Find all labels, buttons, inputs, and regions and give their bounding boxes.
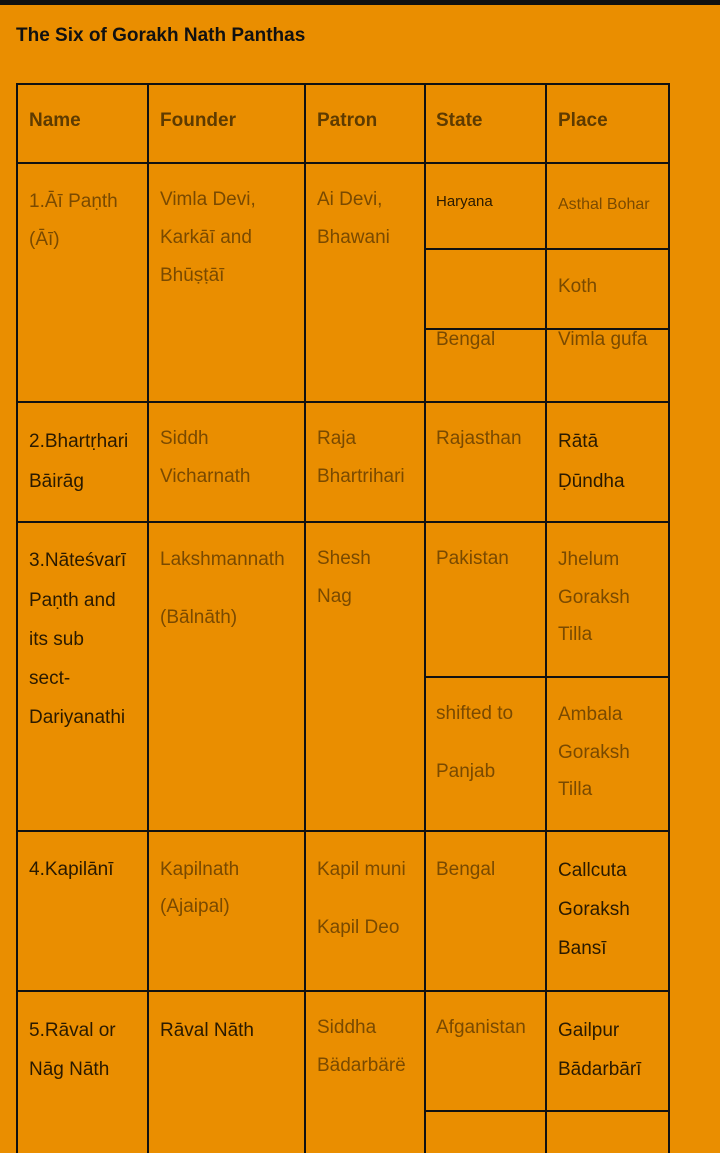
patron-cell: Bhawani <box>317 227 390 248</box>
table-border <box>424 676 670 678</box>
place-cell: Bansī <box>558 938 607 959</box>
name-cell: Paṇth and <box>29 590 116 611</box>
founder-cell: Karkāī and <box>160 227 252 248</box>
patron-cell: Bhartrihari <box>317 466 405 487</box>
state-cell: Haryana <box>436 193 493 210</box>
founder-cell: Lakshmannath <box>160 549 285 570</box>
name-cell: sect- <box>29 668 71 689</box>
state-cell: Rajasthan <box>436 428 522 449</box>
table-border <box>147 83 149 1153</box>
name-cell: Bāirāg <box>29 471 84 492</box>
state-cell: Bengal <box>436 859 496 880</box>
header-patron: Patron <box>317 110 378 131</box>
name-cell: (Āī) <box>29 229 60 250</box>
table-border <box>424 1110 670 1112</box>
patron-cell: Nag <box>317 586 352 607</box>
place-cell: Rātā <box>558 431 599 452</box>
table-border <box>424 248 670 250</box>
table-border <box>668 83 670 1153</box>
state-cell: Afganistan <box>436 1017 526 1038</box>
founder-cell: (Bālnāth) <box>160 607 238 628</box>
header-place: Place <box>558 110 608 131</box>
founder-cell: Rāval Nāth <box>160 1020 254 1041</box>
panthas-table <box>16 83 670 1153</box>
place-cell: Ḍūndha <box>558 471 625 492</box>
state-cell: shifted to <box>436 703 514 724</box>
table-border <box>16 83 670 85</box>
place-cell: Ambala <box>558 704 623 725</box>
name-cell: 4.Kapilānī <box>29 859 114 880</box>
place-cell: Gailpur <box>558 1020 620 1041</box>
name-cell: Dariyanathi <box>29 707 126 728</box>
founder-cell: Vimla Devi, <box>160 189 256 210</box>
place-cell: Asthal Bohar <box>558 196 650 213</box>
table-border <box>16 830 670 832</box>
founder-cell: Vicharnath <box>160 466 251 487</box>
table-border <box>16 521 670 523</box>
table-border <box>16 83 18 1153</box>
place-cell: Vimla gufa <box>558 329 648 350</box>
name-cell: its sub <box>29 629 84 650</box>
header-state: State <box>436 110 483 131</box>
place-cell: Goraksh <box>558 587 630 608</box>
header-founder: Founder <box>160 110 236 131</box>
page-title: The Six of Gorakh Nath Panthas <box>16 25 306 46</box>
name-cell: 1.Āī Paṇth <box>29 191 118 212</box>
place-cell: Jhelum <box>558 549 620 570</box>
state-cell: Bengal <box>436 329 496 350</box>
table-border <box>424 83 426 1153</box>
state-cell: Pakistan <box>436 548 509 569</box>
place-cell: Goraksh <box>558 742 630 763</box>
header-name: Name <box>29 110 81 131</box>
place-cell: Tilla <box>558 779 593 800</box>
founder-cell: Bhūṣṭāī <box>160 265 225 286</box>
patron-cell: Shesh <box>317 548 371 569</box>
name-cell: Nāg Nāth <box>29 1059 110 1080</box>
patron-cell: Kapil muni <box>317 859 406 880</box>
table-border <box>16 401 670 403</box>
place-cell: Goraksh <box>558 899 630 920</box>
place-cell: Tilla <box>558 624 593 645</box>
table-border <box>304 83 306 1153</box>
table-border <box>16 162 670 164</box>
patron-cell: Ai Devi, <box>317 189 383 210</box>
patron-cell: Bädarbärë <box>317 1055 406 1076</box>
state-cell: Panjab <box>436 761 496 782</box>
place-cell: Bādarbārī <box>558 1059 642 1080</box>
founder-cell: (Ajaipal) <box>160 896 230 917</box>
name-cell: 5.Rāval or <box>29 1020 116 1041</box>
patron-cell: Raja <box>317 428 357 449</box>
founder-cell: Kapilnath <box>160 859 240 880</box>
top-bar <box>0 0 720 5</box>
place-cell: Callcuta <box>558 860 627 881</box>
founder-cell: Siddh <box>160 428 209 449</box>
table-border <box>16 990 670 992</box>
name-cell: 3.Nāteśvarī <box>29 550 127 571</box>
patron-cell: Siddha <box>317 1017 377 1038</box>
place-cell: Koth <box>558 276 598 297</box>
name-cell: 2.Bhartṛhari <box>29 431 129 452</box>
patron-cell: Kapil Deo <box>317 917 400 938</box>
table-border <box>545 83 547 1153</box>
